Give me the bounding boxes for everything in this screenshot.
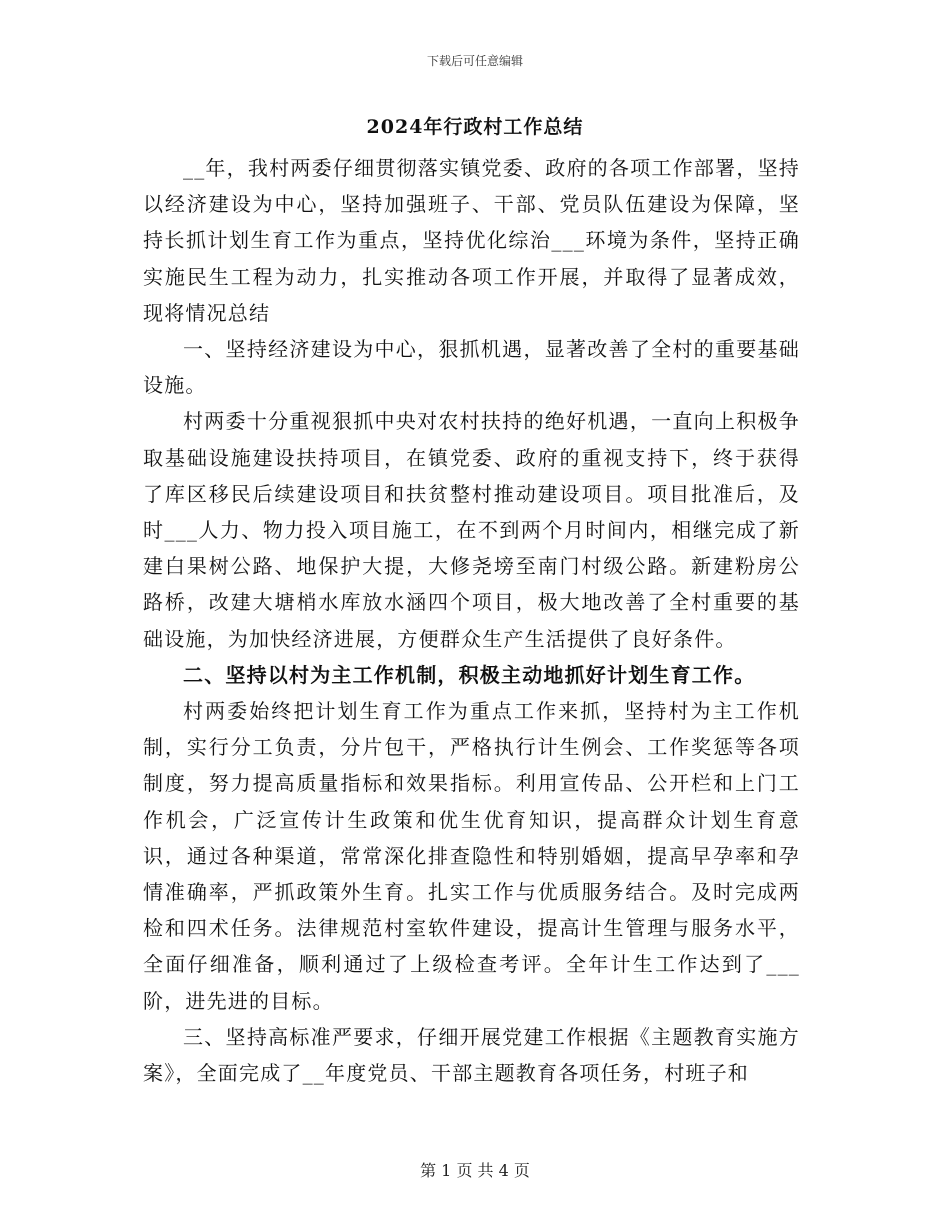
paragraph-intro: __年，我村两委仔细贯彻落实镇党委、政府的各项工作部署，坚持以经济建设为中心，坚持加强班子、干部、党员队伍建设为保障，坚持长抓计划生育工作为重点，坚持优化综治___环境为条件，坚持正确实施民生工程为动力，扎实推动各项工作开展，并取得了显著成效，现将情况总结 [143,156,800,325]
paragraph-party-building: 三、坚持高标准严要求，仔细开展党建工作根据《主题教育实施方案》，全面完成了__年度党员、干部主题教育各项任务，村班子和 [143,1024,800,1086]
paragraph-infrastructure: 村两委十分重视狠抓中央对农村扶持的绝好机遇，一直向上积极争取基础设施建设扶持项目，在镇党委、政府的重视支持下，终于获得了库区移民后续建设项目和扶贫整村推动建设项目。项目批准后，及时___人力、物力投入项目施工，在不到两个月时间内，相继完成了新建白果树公路、地保护大提，大修尧塝至南门村级公路。新建粉房公路桥，改建大塘梢水库放水涵四个项目，极大地改善了全村重要的基础设施，为加快经济进展，方便群众生产生活提供了良好条件。 [143,409,800,651]
paragraph-family-planning: 村两委始终把计划生育工作为重点工作来抓，坚持村为主工作机制，实行分工负责，分片包干，严格执行计生例会、工作奖惩等各项制度，努力提高质量指标和效果指标。利用宣传品、公开栏和上门工作机会，广泛宣传计生政策和优生优育知识，提高群众计划生育意识，通过各种渠道，常常深化排查隐性和特别婚姻，提高早孕率和孕情准确率，严抓政策外生育。扎实工作与优质服务结合。及时完成两检和四术任务。法律规范村室软件建设，提高计生管理与服务水平，全面仔细准备，顺利通过了上级检查考评。全年计生工作达到了___阶，进先进的目标。 [143,699,800,1013]
page-number-footer: 第 1 页 共 4 页 [420,1161,530,1180]
document-title: 2024年行政村工作总结 [366,116,584,138]
page-header-note: 下载后可任意编辑 [426,54,523,68]
document-body [143,150,800,1091]
section-heading-2: 二、坚持以村为主工作机制，积极主动地抓好计划生育工作。 [183,662,756,687]
section-heading-1: 一、坚持经济建设为中心，狠抓机遇，显著改善了全村的重要基础设施。 [143,337,800,398]
